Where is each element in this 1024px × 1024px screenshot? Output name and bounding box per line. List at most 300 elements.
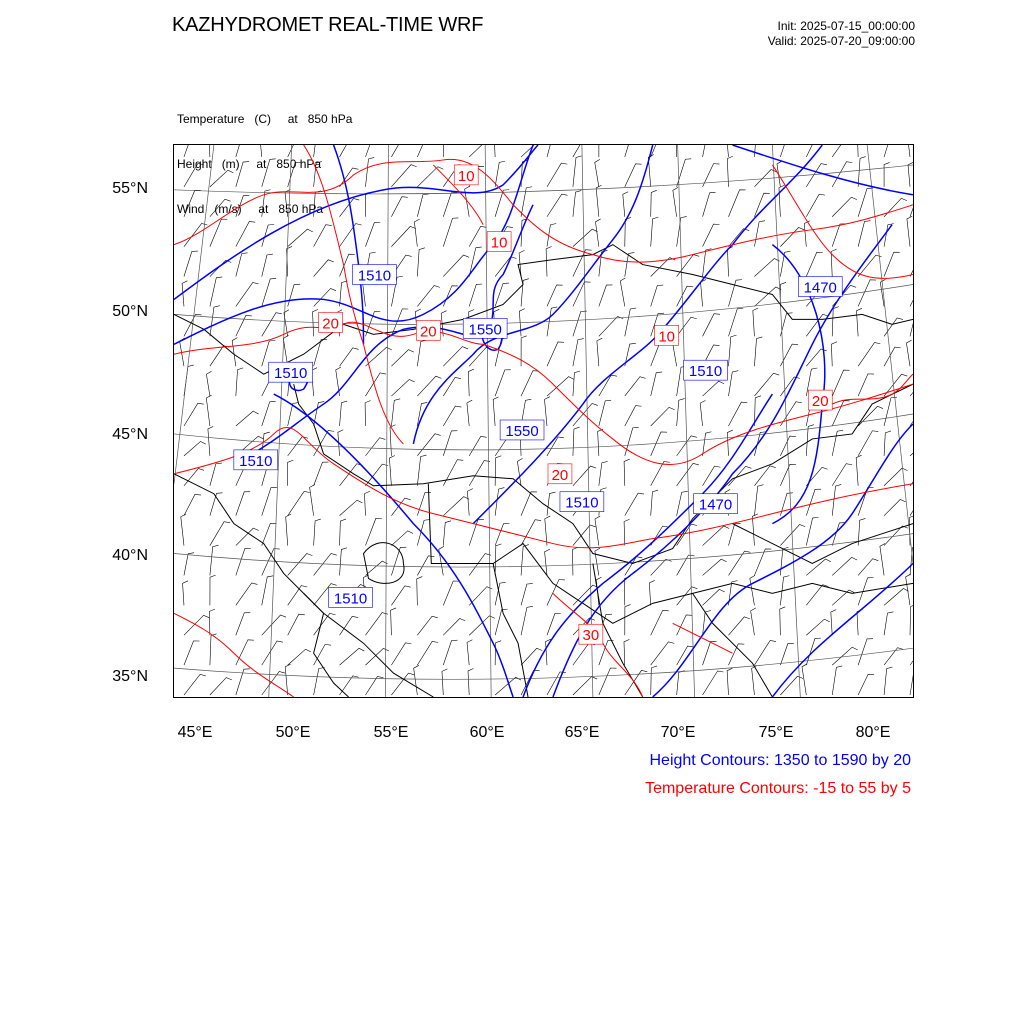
wind-barb [236,548,251,575]
wind-barb [288,586,308,606]
wind-barb [651,666,657,695]
wind-barb [832,484,841,515]
map-title: KAZHYDROMET REAL-TIME WRF [172,14,484,36]
wind-barb [286,514,291,545]
wind-barb [417,434,440,456]
wind-barb [624,459,630,486]
temperature-label-text: 20 [322,315,339,333]
wind-barb [314,260,334,277]
wind-barb [210,346,229,366]
wind-barb [832,224,846,247]
wind-barb [340,519,346,546]
wind-barb [806,252,822,276]
wind-barb [547,614,561,636]
wind-barb [625,164,642,187]
wind-barb [651,462,670,486]
lon-label: 70°E [660,724,696,741]
wind-barb [494,145,499,157]
wind-barb [184,251,198,277]
wind-barb [314,145,323,157]
wind-barb [236,411,259,426]
wind-barb [521,648,542,665]
wind-barb [780,377,800,396]
height-label-text: 1470 [803,279,837,297]
wind-barb [831,342,837,366]
wind-barb [596,185,601,216]
wind-barb [443,406,461,426]
wind-barb [495,283,509,306]
wind-barb [595,548,600,575]
wind-barb [262,313,282,337]
wind-barb [288,229,313,247]
wind-barb [259,145,264,157]
wind-barb [365,373,386,396]
wind-barb [365,157,374,186]
wind-barb [703,249,712,277]
wind-barb [439,546,444,575]
wind-barb [314,191,321,217]
wind-barb [780,228,804,247]
wind-barb [573,466,596,486]
wind-barb [210,545,219,575]
wind-barb [262,549,280,576]
height-label [329,587,373,607]
wind-barb [884,252,900,276]
wind-barb [314,462,329,486]
wind-barb [417,577,423,606]
wind-barb [802,664,807,695]
contour-labels [234,165,842,644]
wind-barb [625,605,631,636]
wind-barb [910,441,913,456]
height-label [353,265,397,285]
lon-label: 65°E [564,724,600,741]
wind-barb [495,524,509,546]
wind-barb [677,399,685,426]
wind-barb [753,308,758,336]
wind-barb [443,431,457,456]
wind-barb [780,464,795,485]
wind-barb [210,575,216,605]
wind-barb [595,159,600,187]
temperature-label-text: 20 [551,466,569,484]
height-label [560,492,604,512]
wind-barb [573,547,579,575]
wind-barb [521,606,533,635]
wind-barb [262,641,283,665]
wind-barb [288,460,294,486]
wind-barb [806,585,828,606]
wind-barb [236,528,259,545]
wind-barb [573,229,598,247]
wind-barb [623,192,628,217]
wind-barb [262,401,276,426]
wind-barb [703,314,720,337]
wind-barb [832,145,854,157]
wind-barb [832,162,852,187]
wind-barb [232,338,237,367]
wind-barb [210,634,217,665]
height-label [500,420,544,440]
lat-label: 50°N [112,303,148,320]
wind-barb [340,548,347,576]
wind-barb [858,639,873,665]
wind-barb [728,247,733,277]
wind-barb [880,543,885,575]
wind-barb [728,190,745,217]
wind-barb [703,381,724,396]
wind-barb [442,669,447,695]
wind-barb [417,248,424,277]
wind-barb [858,674,874,695]
lon-label: 80°E [855,724,891,741]
wind-barb [184,674,206,695]
wind-barb [467,489,472,516]
wind-barb [831,249,836,276]
wind-barb [288,437,308,456]
wind-barb [676,145,682,157]
field-height: Height (m) at 850 hPa [177,157,322,171]
wind-barb [751,608,756,635]
wind-barb [832,590,854,605]
wind-barb [443,460,463,486]
lat-label: 45°N [112,426,148,443]
wind-barb [547,672,566,695]
wind-barb [858,157,866,187]
wind-barb [806,559,831,575]
wind-barbs [180,145,913,695]
wind-barb [703,641,717,665]
lat-label: 35°N [112,668,148,685]
wind-barb [625,377,646,396]
wind-barb [703,432,712,456]
wind-barb [884,162,890,186]
height-label-text: 1510 [333,590,368,608]
wind-barb [573,643,595,665]
wind-barb [210,463,222,486]
wind-barb [651,344,666,366]
wind-barb [236,253,248,277]
wind-barb [314,339,327,366]
wind-barb [625,493,644,516]
wind-barb [210,170,233,187]
wind-barb [673,187,678,216]
wind-barb [262,159,276,187]
wind-barb [906,574,911,605]
wind-barb [365,561,387,575]
wind-barb [651,642,675,665]
wind-barb [620,278,625,306]
wind-barb [469,461,490,486]
height-legend: Height Contours: 1350 to 1590 by 20 [649,752,911,769]
temperature-label [579,624,603,644]
wind-barb [595,219,600,247]
wind-barb [547,492,555,516]
wind-barb [495,370,511,396]
wind-barb [701,280,706,307]
wind-barb [624,576,630,605]
wind-barb [832,197,857,217]
wind-barb [314,225,332,247]
wind-barb [858,431,878,456]
wind-barb [884,667,892,695]
wind-barb [780,145,793,157]
wind-barb [184,553,194,576]
lon-label: 60°E [469,724,505,741]
wind-barb [884,612,893,635]
wind-barb [780,607,785,635]
height-label [234,450,278,470]
lon-label: 50°E [275,724,311,741]
height-label-text: 1510 [565,494,599,512]
wind-barb [909,515,913,545]
wind-barb [288,491,310,515]
temperature-label-text: 10 [490,234,508,252]
wind-barb [391,226,415,246]
wind-barb [365,676,383,695]
wind-barb [206,371,211,396]
lon-label: 55°E [373,724,409,741]
wind-barb [467,640,472,665]
height-label-text: 1470 [698,496,733,514]
wind-barb [547,145,560,157]
wind-barb [417,145,433,157]
height-label-text: 1510 [357,267,392,285]
wind-barb [391,608,396,635]
wind-barb [365,613,387,636]
temperature-label [319,312,343,332]
wind-barb [884,224,894,247]
wind-barb [365,193,370,217]
wind-barb [649,580,654,605]
wind-barb [468,369,473,396]
wind-barb [521,583,533,605]
wind-barb [521,371,539,396]
wind-barb [495,488,504,516]
wind-barb [651,490,658,516]
wind-barb [907,216,912,246]
wind-barb [236,368,243,396]
wind-barb [624,519,629,545]
wind-barb [910,286,913,306]
wind-barb [469,616,495,635]
wind-barb [417,556,434,576]
height-label [798,277,842,297]
wind-barb [493,397,498,426]
forecast-times [768,19,915,49]
wind-barb [703,224,720,247]
wind-barb [467,400,472,426]
wind-barb [210,522,230,546]
wind-barb [544,397,549,426]
wind-barb [340,401,348,426]
field-wind: Wind (m/s) at 850 hPa [177,202,324,216]
height-label-text: 1550 [505,422,539,440]
wind-barb [469,347,492,366]
wind-barb [651,190,657,216]
wind-barb [573,339,584,367]
wind-barb [832,666,842,695]
wind-barb [625,145,638,157]
wind-barb [832,370,849,396]
wind-barb [417,376,441,396]
wind-barb [651,407,675,426]
wind-barb [288,145,305,157]
wind-barb [547,194,568,217]
wind-barb [262,254,273,276]
wind-barb [754,221,765,247]
wind-barb [754,337,762,366]
wind-barb [780,643,793,665]
wind-barb [754,373,779,396]
wind-barb [832,464,852,486]
wind-barb [417,641,438,665]
wind-barb [858,221,870,247]
wind-barb [391,350,413,367]
wind-barb [547,285,563,307]
wind-barb [727,430,732,456]
height-label-text: 1510 [274,365,308,383]
wind-barb [573,371,580,396]
init-time: Init: 2025-07-15_00:00:00 [777,19,915,33]
wind-barb [547,163,567,187]
wind-barb [288,554,313,576]
lat-label: 55°N [112,180,148,197]
wind-barb [288,614,305,635]
wind-barb [599,145,605,157]
wind-barb [495,456,501,486]
wind-barb [495,190,509,217]
height-label-text: 1510 [239,452,273,470]
wind-barb [364,491,369,515]
wind-barb [858,280,876,307]
wind-barb [728,309,743,337]
wind-barb [208,426,213,455]
wind-barb [417,455,426,486]
wind-barb [597,338,602,366]
wind-barb [910,466,913,486]
wind-barb [184,365,194,396]
height-label [694,494,738,514]
wind-barb [599,250,608,276]
wind-barb [573,427,580,456]
wind-barb [310,484,315,515]
wind-barb [443,618,465,635]
wind-barb [754,466,775,486]
wind-barb [236,613,250,636]
temperature-label-text: 10 [658,328,675,346]
wind-barb [750,575,755,605]
wind-barb [340,676,359,695]
wind-barb [754,640,776,665]
wind-barb [573,585,598,605]
wind-barb [884,347,901,366]
wind-barb [599,375,617,396]
wind-barb [391,197,407,217]
wind-barb [884,648,903,665]
wind-barb [365,438,385,456]
wind-barb [210,306,220,337]
wind-barb [236,583,258,605]
temperature-legend: Temperature Contours: -15 to 55 by 5 [645,780,911,797]
wind-barb [599,461,608,485]
wind-barb [754,485,763,516]
wind-barb [340,500,363,515]
temperature-label [454,165,478,185]
wind-barb [391,643,411,665]
wind-barb [780,402,802,426]
temperature-label [548,464,572,484]
wind-barb [391,399,400,426]
wind-barb [417,340,426,366]
wind-barb [391,165,416,187]
wind-barb [236,640,254,665]
wind-barb [517,458,522,485]
wind-barb [469,227,486,247]
wind-barb [832,307,839,337]
wind-barb [469,145,496,157]
wind-barb [262,576,273,605]
wind-barb [210,277,222,306]
wind-barb [184,468,204,485]
wind-barb [236,221,255,246]
wind-barb [391,586,410,606]
wind-barb [443,497,469,516]
wind-barb [545,549,550,575]
wind-barb [651,285,664,306]
valid-time: Valid: 2025-07-20_09:00:00 [767,34,915,48]
wind-barb [595,516,600,545]
wind-barb [625,308,636,336]
wind-barb [677,317,697,336]
wind-barb [206,395,211,426]
wind-barb [780,251,790,276]
temperature-label [655,325,679,345]
wind-barb [832,557,857,575]
wind-barb [340,281,348,307]
wind-barb [625,427,639,456]
map-canvas [174,145,913,697]
wind-barb [262,278,276,306]
wind-barb [728,371,738,396]
wind-barb [547,437,564,456]
lon-label: 45°E [177,724,213,741]
wind-barb [726,145,731,157]
wind-barb [184,494,201,515]
wind-barb [184,641,200,665]
wind-barb [546,247,551,277]
wind-barb [210,260,231,276]
wind-barb [389,455,394,485]
wind-barb [906,340,911,366]
wind-barb [908,162,913,187]
wind-barb [677,216,687,246]
wind-barb [495,161,505,187]
wind-barb [314,668,325,696]
wind-barb [209,609,215,635]
wind-barb [651,610,669,635]
wind-barb [365,400,370,426]
wind-barb [521,520,541,546]
wind-barb [417,520,430,546]
wind-barb [599,316,623,336]
wind-barb [443,521,451,546]
wind-barb [391,379,414,396]
wind-barb [832,430,843,456]
wind-barb [262,523,277,545]
wind-barb [858,188,873,217]
wind-barb [703,164,720,187]
